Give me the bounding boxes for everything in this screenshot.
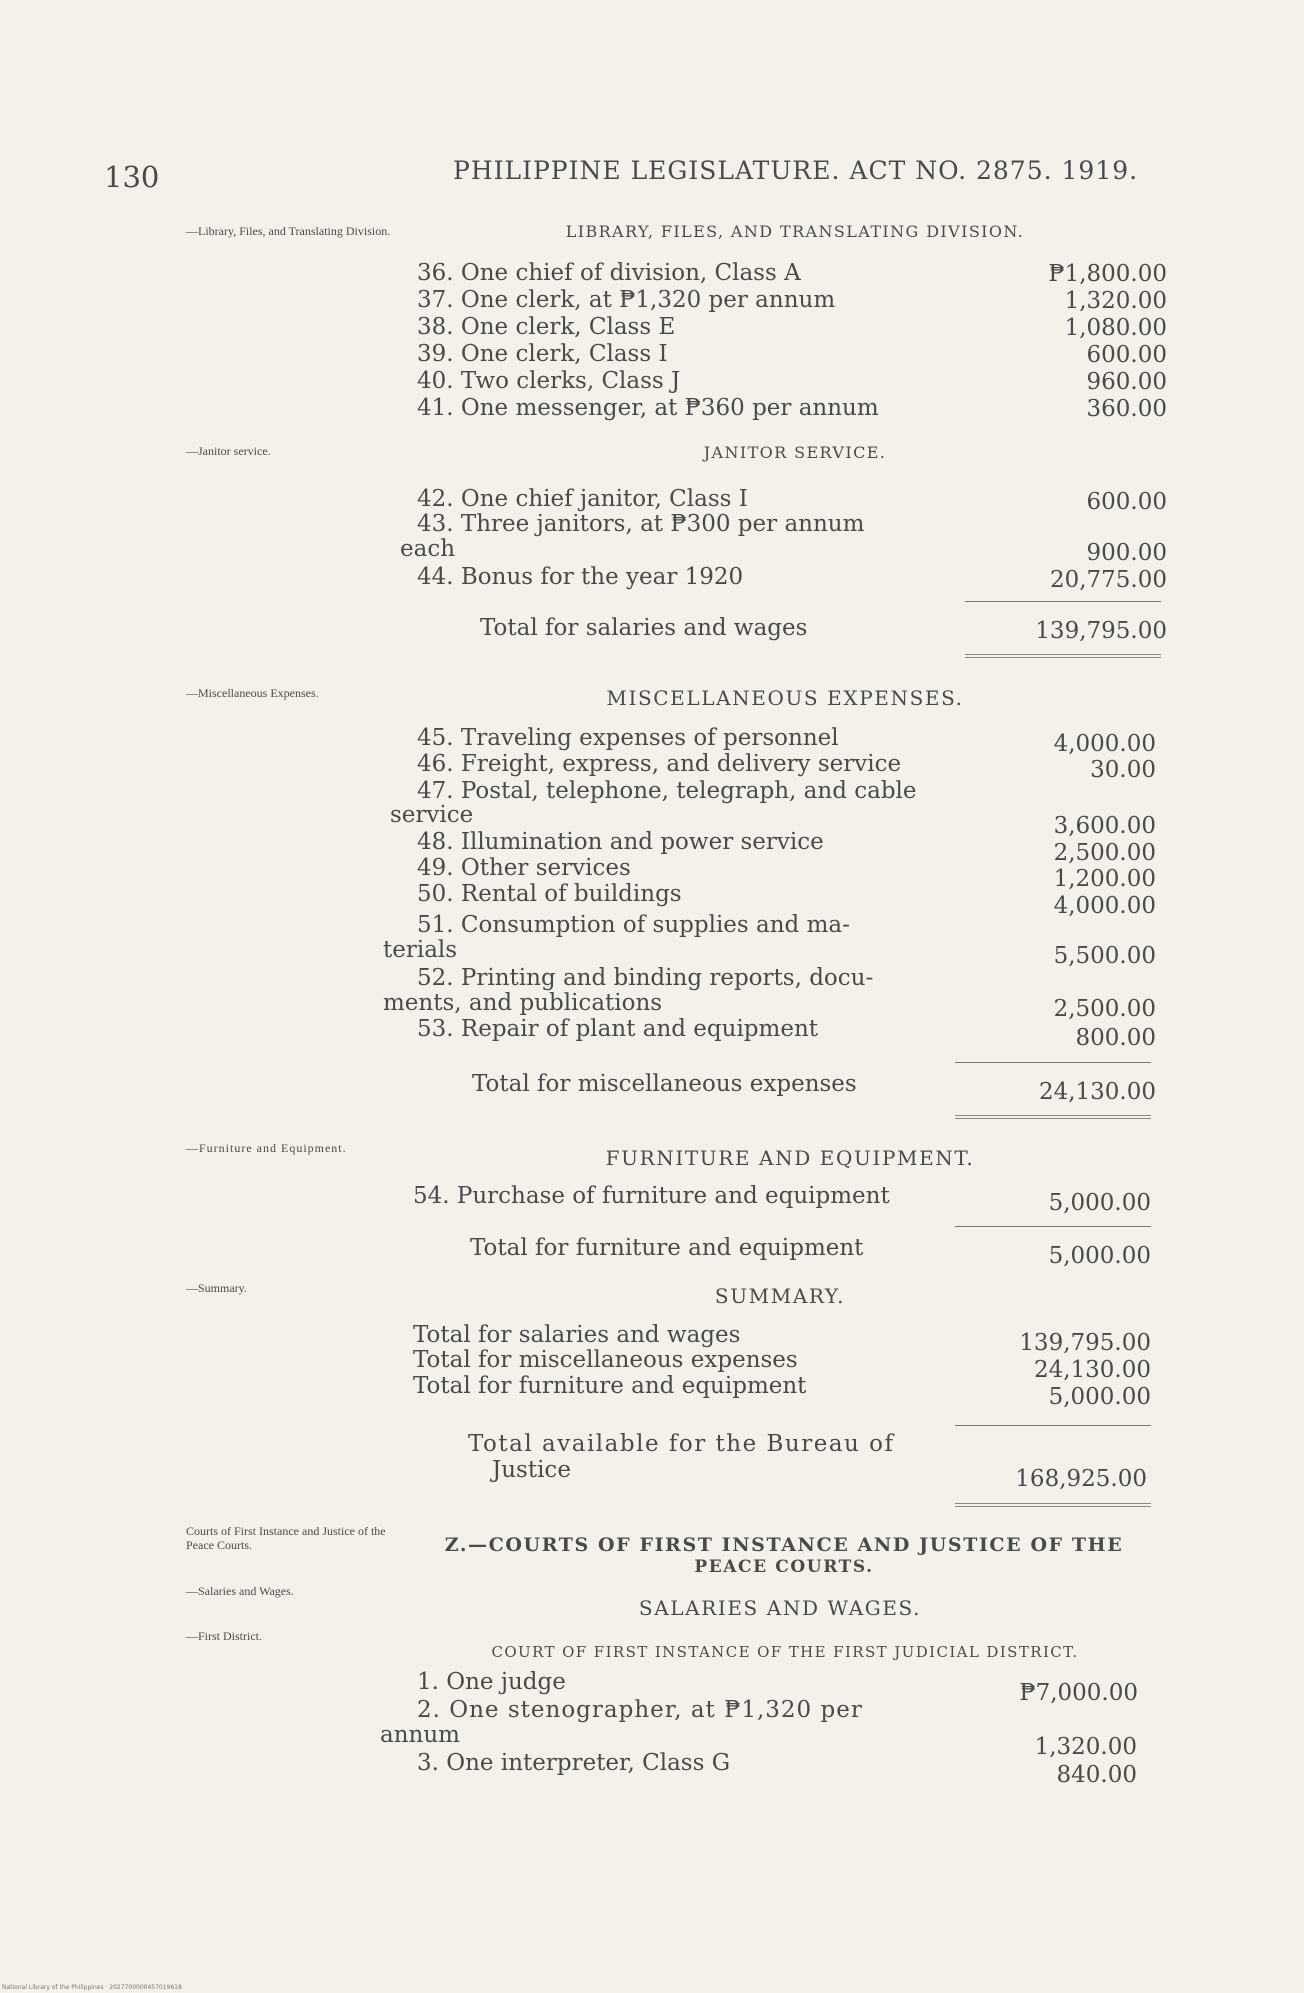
- item-48: 48. Illumination and power service: [417, 829, 824, 855]
- amount-43: 900.00: [1086, 540, 1167, 566]
- double-rule-misc: [955, 1115, 1151, 1119]
- amount-39: 600.00: [1086, 342, 1167, 368]
- item-44: 44. Bonus for the year 1920: [417, 564, 744, 590]
- item-50: 50. Rental of buildings: [417, 881, 682, 907]
- margin-note-salaries: —Salaries and Wages.: [186, 1584, 294, 1598]
- heading-courts-line1: Z.—COURTS OF FIRST INSTANCE AND JUSTICE OF THE: [444, 1534, 1124, 1556]
- amount-48: 2,500.00: [1053, 840, 1156, 866]
- item-51-line2: terials: [383, 937, 458, 963]
- court-item-2-amount: 1,320.00: [1034, 1734, 1137, 1760]
- item-53: 53. Repair of plant and equipment: [417, 1016, 819, 1042]
- summary-misc-amount: 24,130.00: [1033, 1357, 1151, 1383]
- margin-note-janitor: —Janitor service.: [186, 444, 271, 458]
- item-47-line2: service: [390, 802, 474, 828]
- heading-furniture: FURNITURE AND EQUIPMENT.: [605, 1146, 975, 1170]
- amount-total-salaries: 139,795.00: [1035, 618, 1167, 644]
- amount-53: 800.00: [1075, 1025, 1156, 1051]
- heading-district: COURT OF FIRST INSTANCE OF THE FIRST JUDICIAL DISTRICT.: [491, 1643, 1079, 1661]
- heading-salaries: SALARIES AND WAGES.: [638, 1596, 922, 1620]
- item-39: 39. One clerk, Class I: [417, 341, 668, 367]
- amount-50: 4,000.00: [1053, 893, 1156, 919]
- summary-salaries: Total for salaries and wages: [413, 1322, 741, 1348]
- amount-41: 360.00: [1086, 396, 1167, 422]
- heading-courts-line2: PEACE COURTS.: [694, 1557, 874, 1577]
- amount-51: 5,500.00: [1053, 943, 1156, 969]
- item-43-line1: 43. Three janitors, at ₱300 per annum: [417, 511, 865, 537]
- total-misc: Total for miscellaneous expenses: [472, 1071, 857, 1097]
- heading-library: LIBRARY, FILES, AND TRANSLATING DIVISION.: [565, 222, 1025, 241]
- margin-note-misc: —Miscellaneous Expenses.: [186, 686, 319, 700]
- margin-note-courts: Courts of First Instance and Justice of the Peace Courts.: [186, 1524, 386, 1552]
- item-41: 41. One messenger, at ₱360 per annum: [417, 395, 879, 421]
- margin-note-furniture: —Furniture and Equipment.: [186, 1141, 347, 1155]
- court-item-2-line2: annum: [380, 1722, 460, 1748]
- double-rule-summary: [955, 1503, 1151, 1507]
- amount-45: 4,000.00: [1053, 731, 1156, 757]
- item-37: 37. One clerk, at ₱1,320 per annum: [417, 287, 836, 313]
- item-51-line1: 51. Consumption of supplies and ma-: [417, 912, 850, 938]
- amount-40: 960.00: [1086, 369, 1167, 395]
- item-52-line1: 52. Printing and binding reports, docu-: [417, 965, 874, 991]
- summary-salaries-amount: 139,795.00: [1019, 1330, 1151, 1356]
- item-47-line1: 47. Postal, telephone, telegraph, and cable: [417, 778, 917, 804]
- summary-furniture-amount: 5,000.00: [1048, 1384, 1151, 1410]
- page-number: 130: [104, 160, 160, 194]
- item-46: 46. Freight, express, and delivery service: [417, 751, 902, 777]
- summary-furniture: Total for furniture and equipment: [413, 1373, 807, 1399]
- amount-46: 30.00: [1090, 757, 1156, 783]
- item-42: 42. One chief janitor, Class I: [417, 486, 748, 512]
- court-item-1: 1. One judge: [417, 1669, 566, 1695]
- heading-janitor: JANITOR SERVICE.: [703, 443, 887, 462]
- amount-54: 5,000.00: [1048, 1190, 1151, 1216]
- summary-total-line1: Total available for the Bureau of: [468, 1431, 895, 1457]
- item-36: 36. One chief of division, Class A: [417, 260, 801, 286]
- item-40: 40. Two clerks, Class J: [417, 368, 681, 394]
- item-43-line2: each: [400, 536, 456, 562]
- rule-misc: [955, 1062, 1151, 1063]
- margin-note-district: —First District.: [186, 1629, 263, 1643]
- summary-total-amount: 168,925.00: [1015, 1466, 1147, 1492]
- item-49: 49. Other services: [417, 855, 631, 881]
- heading-summary: SUMMARY.: [714, 1284, 846, 1308]
- amount-44: 20,775.00: [1049, 567, 1167, 593]
- double-rule-salaries: [965, 654, 1161, 658]
- amount-52: 2,500.00: [1053, 996, 1156, 1022]
- running-head: PHILIPPINE LEGISLATURE. ACT NO. 2875. 1919.: [453, 156, 1139, 185]
- amount-38: 1,080.00: [1064, 315, 1167, 341]
- amount-total-furniture: 5,000.00: [1048, 1243, 1151, 1269]
- heading-misc: MISCELLANEOUS EXPENSES.: [606, 686, 964, 710]
- scan-footer: National Library of the Philippines · 2027700000457019618: [2, 1984, 182, 1991]
- rule-salaries: [965, 601, 1161, 602]
- court-item-2-line1: 2. One stenographer, at ₱1,320 per: [417, 1697, 863, 1723]
- amount-42: 600.00: [1086, 489, 1167, 515]
- item-45: 45. Traveling expenses of personnel: [417, 725, 839, 751]
- total-furniture: Total for furniture and equipment: [470, 1235, 864, 1261]
- item-52-line2: ments, and publications: [383, 990, 663, 1016]
- item-54: 54. Purchase of furniture and equipment: [413, 1183, 890, 1209]
- rule-furniture: [955, 1226, 1151, 1227]
- margin-note-library: —Library, Files, and Translating Division.: [186, 224, 391, 238]
- amount-47: 3,600.00: [1053, 813, 1156, 839]
- summary-total-line2: Justice: [492, 1457, 571, 1483]
- court-item-3-amount: 840.00: [1056, 1762, 1137, 1788]
- item-38: 38. One clerk, Class E: [417, 314, 676, 340]
- summary-misc: Total for miscellaneous expenses: [413, 1347, 798, 1373]
- court-item-1-amount: ₱7,000.00: [1019, 1680, 1138, 1706]
- amount-37: 1,320.00: [1064, 288, 1167, 314]
- amount-36: ₱1,800.00: [1048, 261, 1167, 287]
- amount-total-misc: 24,130.00: [1038, 1079, 1156, 1105]
- total-salaries: Total for salaries and wages: [480, 615, 808, 641]
- amount-49: 1,200.00: [1053, 866, 1156, 892]
- court-item-3: 3. One interpreter, Class G: [417, 1750, 731, 1776]
- margin-note-summary: —Summary.: [186, 1281, 247, 1295]
- rule-summary: [955, 1425, 1151, 1426]
